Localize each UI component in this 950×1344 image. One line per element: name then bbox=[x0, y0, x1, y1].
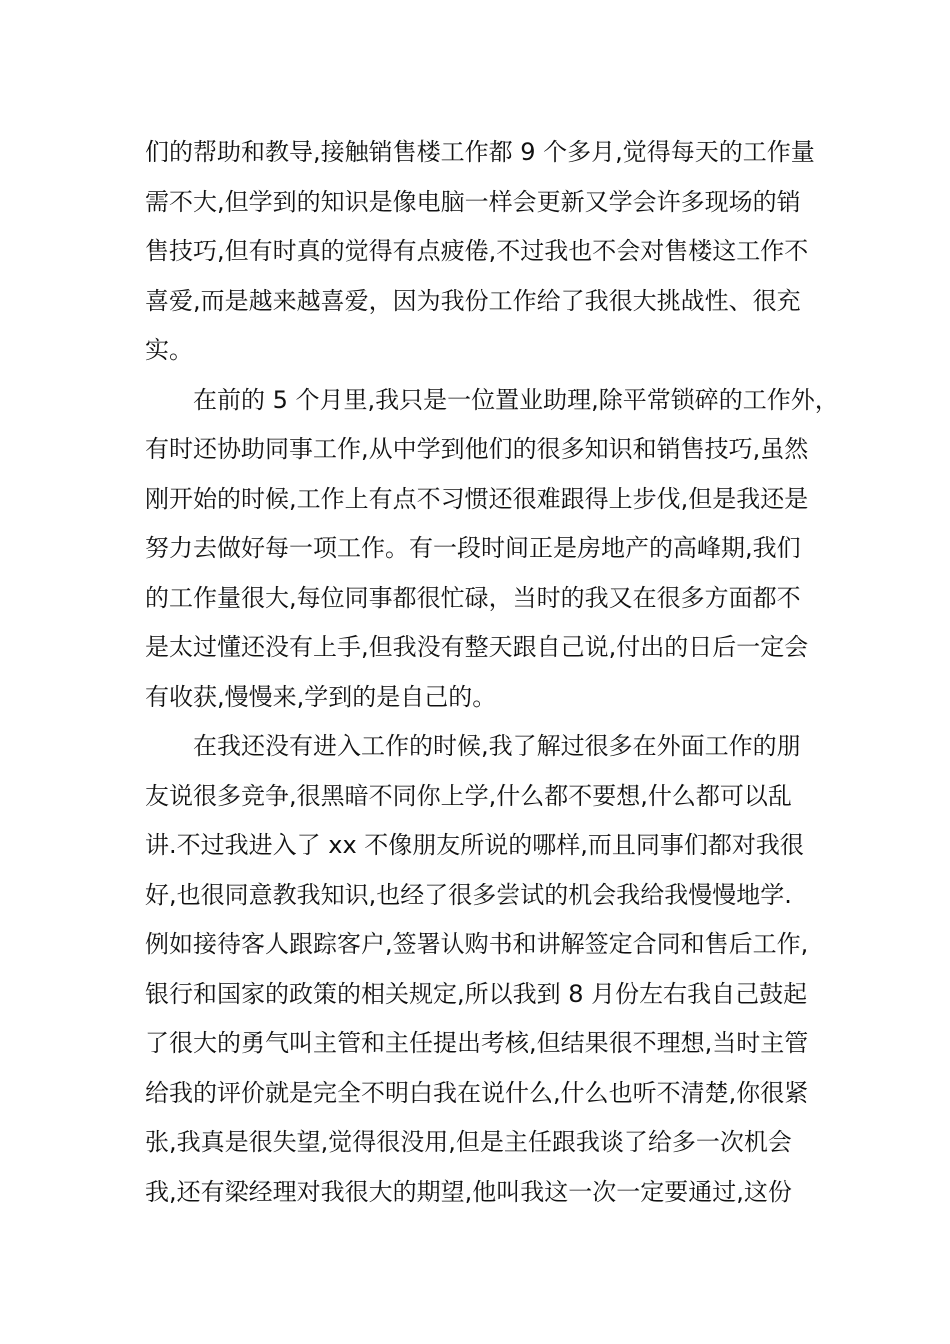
text-line: 们的帮助和教导,接触销售楼工作都 9 个多月,觉得每天的工作量 bbox=[145, 138, 815, 166]
text-line: 在我还没有进入工作的时候,我了解过很多在外面工作的朋 bbox=[193, 732, 801, 760]
text-line: 我,还有梁经理对我很大的期望,他叫我这一次一定要通过,这份 bbox=[145, 1177, 792, 1206]
text-line: 需不大,但学到的知识是像电脑一样会更新又学会许多现场的销 bbox=[145, 187, 801, 216]
text-line: 努力去做好每一项工作。有一段时间正是房地产的高峰期,我们 bbox=[145, 534, 801, 562]
text-line: 在前的 5 个月里,我只是一位置业助理,除平常锁碎的工作外， bbox=[193, 385, 839, 414]
text-line: 是太过懂还没有上手,但我没有整天跟自己说,付出的日后一定会 bbox=[145, 633, 809, 661]
text-line: 刚开始的时候,工作上有点不习惯还很难跟得上步伐,但是我还是 bbox=[145, 484, 809, 513]
text-line: 银行和国家的政策的相关规定,所以我到 8 月份左右我自己鼓起 bbox=[145, 979, 808, 1008]
text-line: 好,也很同意教我知识,也经了很多尝试的机会我给我慢慢地学. bbox=[145, 880, 792, 909]
text-line: 了很大的勇气叫主管和主任提出考核,但结果很不理想,当时主管 bbox=[145, 1029, 809, 1057]
text-line: 的工作量很大,每位同事都很忙碌，当时的我又在很多方面都不 bbox=[145, 583, 801, 612]
text-line: 例如接待客人跟踪客户,签署认购书和讲解签定合同和售后工作, bbox=[145, 930, 809, 958]
body-text bbox=[145, 128, 839, 1217]
text-line: 张,我真是很失望,觉得很没用,但是主任跟我谈了给多一次机会 bbox=[145, 1128, 792, 1156]
text-line: 喜爱,而是越来越喜爱，因为我份工作给了我很大挑战性、很充 bbox=[145, 286, 801, 315]
text-line: 给我的评价就是完全不明白我在说什么,什么也听不清楚,你很紧 bbox=[145, 1078, 809, 1107]
text-line: 友说很多竞争,很黑暗不同你上学,什么都不要想,什么都可以乱 bbox=[145, 781, 792, 810]
text-line: 有收获,慢慢来,学到的是自己的。 bbox=[145, 682, 497, 711]
text-line: 有时还协助同事工作,从中学到他们的很多知识和销售技巧,虽然 bbox=[145, 435, 809, 463]
text-line: 实。 bbox=[145, 336, 193, 364]
text-line: 讲.不过我进入了 xx 不像朋友所说的哪样,而且同事们都对我很 bbox=[145, 831, 804, 859]
text-line: 售技巧,但有时真的觉得有点疲倦,不过我也不会对售楼这工作不 bbox=[145, 237, 809, 265]
